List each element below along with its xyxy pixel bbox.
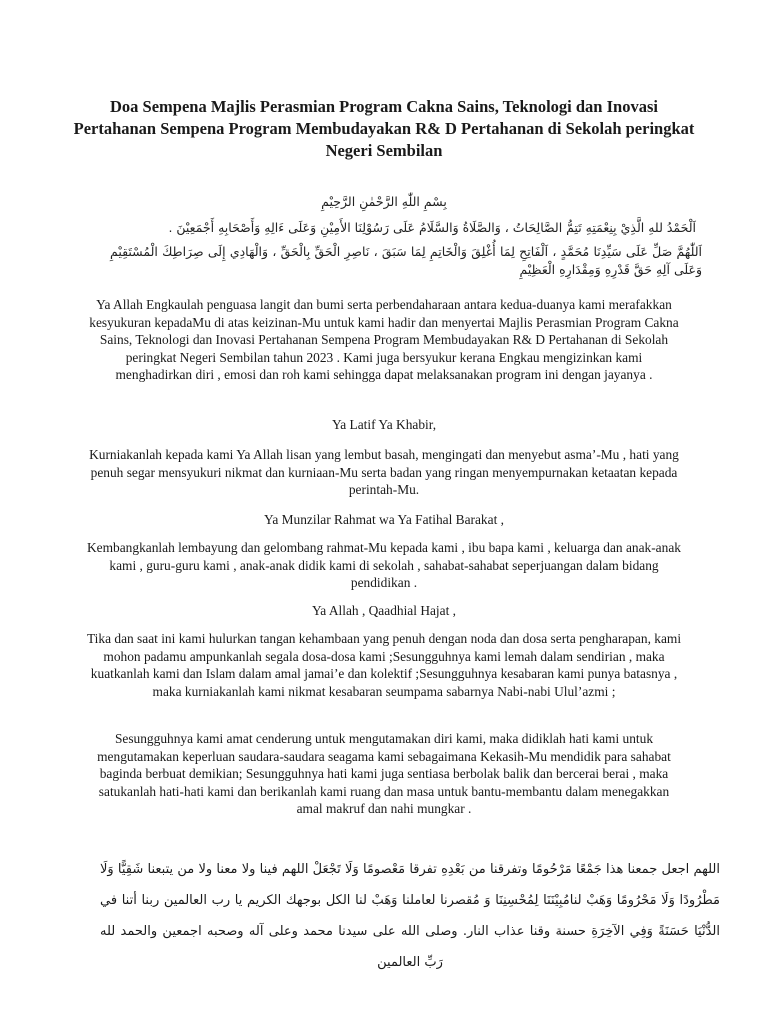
paragraph-kembangkanlah: Kembangkanlah lembayung dan gelombang rahmat-Mu kepada kami , ibu bapa kami , keluarga dan anak-anak kami , guru-guru kami , anak-anak didik kami di sekolah , sahabat-sahabat seperjuangan dalam bidang pendidikan . xyxy=(87,540,681,591)
arabic-opening-praise: اَلْحَمْدُ للهِ الَّذِيْ بِنِعْمَتِهِ تَتِمُّ الصَّالِحَاتُ ، وَالصَّلَاةُ وَالسَّلَامُ عَلَى رَسُوْلِنَا الأَمِيْنِ وَعَلَى ءَالِهِ وَأَصْحَابِهِ أَجْمَعِيْنَ . xyxy=(168,220,696,235)
paragraph-invocation-munzilar: Ya Munzilar Rahmat wa Ya Fatihal Barakat , xyxy=(263,512,504,527)
paragraph-tika-dan-saat: Tika dan saat ini kami hulurkan tangan kehambaan yang penuh dengan noda dan dosa serta pengharapan, kami mohon padamu ampunkanlah segala dosa-dosa kami ;Sesungguhnya kami lemah dalam sendirian , maka kuatkanlah kami dan Islam dalam amal jamai’e dan kolektif ;Sesungguhnya kesabaran kami punya batasnya , maka kurniakanlah kami nikmat kesabaran seumpama sabarnya Nabi-nabi Ulul’azmi ; xyxy=(86,631,682,699)
arabic-opening-salawat: اَللّٰهُمَّ صَلِّ عَلَى سَيِّدِنَا مُحَمَّدٍ ، اَلْفَاتِحِ لِمَا أُغْلِقَ وَالْخَاتِمِ لِمَا سَبَقَ ، نَاصِرِ الْحَقِّ بِالْحَقِّ ، وَالْهَادِي إِلَى صِرَاطِكَ الْمُسْتَقِيْمِ وَعَلَى آلِهِ حَقَّ قَدْرِهِ وَمِقْدَارِهِ الْعَظِيْمِ xyxy=(110,244,702,277)
document-title: Doa Sempena Majlis Perasmian Program Cakna Sains, Teknologi dan Inovasi Pertahanan Sempena Program Membudayakan R& D Pertahanan di Sekolah peringkat Negeri Sembilan xyxy=(73,97,695,160)
paragraph-thanksgiving: Ya Allah Engkaulah penguasa langit dan bumi serta perbendaharaan antara kedua-duanya kami merafakkan kesyukuran kepadaMu di atas keizinan-Mu untuk kami hadir dan menyertai Majlis Perasmian Program Cakna Sains, Teknologi dan Inovasi Pertahanan Sempena Program Membudayakan R& D Pertahanan di Sekolah peringkat Negeri Sembilan tahun 2023 . Kami juga bersyukur kerana Engkau mengizinkan kami menghadirkan diri , emosi dan roh kami sehingga dapat melaksanakan program ini dengan jayanya . xyxy=(89,297,679,383)
paragraph-kurniakanlah: Kurniakanlah kepada kami Ya Allah lisan yang lembut basah, mengingati dan menyebut asma’-Mu , hati yang penuh segar mensyukuri nikmat dan kurniaan-Mu serta badan yang ringan menyempurnakan ketaatan kepada perintah-Mu. xyxy=(89,447,679,498)
paragraph-invocation-latif: Ya Latif Ya Khabir, xyxy=(331,417,437,432)
arabic-closing-prayer: اللهم اجعل جمعنا هذا جَمْعًا مَرْحُومًا وتفرقنا من بَعْدِهِ تفرقا مَعْصومًا وَلَا تَجْعَلْ اللهم فينا ولا معنا ولا من يتبعنا شَقِيًّا وَلَا مَطْرُودًا وَلَا مَحْرُومًا وَهَبْ لنامُبِيْنَنَا لِمُحْسِنِنَا وَ مُقصرنا لعاملنا وَهَبْ لنا الكل بوجهك الكريم يا رب العالمين ربنا أتنا في الدُّنْيَا حَسَنَةً وَفِي الآخِرَةِ حسنة وقنا عذاب النار. وصلى الله على سيدنا محمد وعلى آله وصحبه اجمعين والحمد لله رَبِّ العالمين xyxy=(100,862,720,970)
paragraph-invocation-qaadhial: Ya Allah , Qaadhial Hajat , xyxy=(311,603,457,618)
paragraph-sesungguhnya: Sesungguhnya kami amat cenderung untuk mengutamakan diri kami, maka didiklah hati kami untuk mengutamakan keperluan saudara-saudara seagama kami sebagaimana Kekasih-Mu mendidik para sahabat baginda berbuat demikian; Sesungguhnya hati kami juga sentiasa berbolak balik dan bercerai berai , maka satukanlah hati-hati kami dan berikanlah kami ruang dan masa untuk bantu-membantu dalam menegakkan amal makruf dan nahi mungkar . xyxy=(97,731,671,817)
bismillah: بِسْمِ اللّٰهِ الرَّحْمٰنِ الرَّحِيْمِ xyxy=(321,194,447,209)
